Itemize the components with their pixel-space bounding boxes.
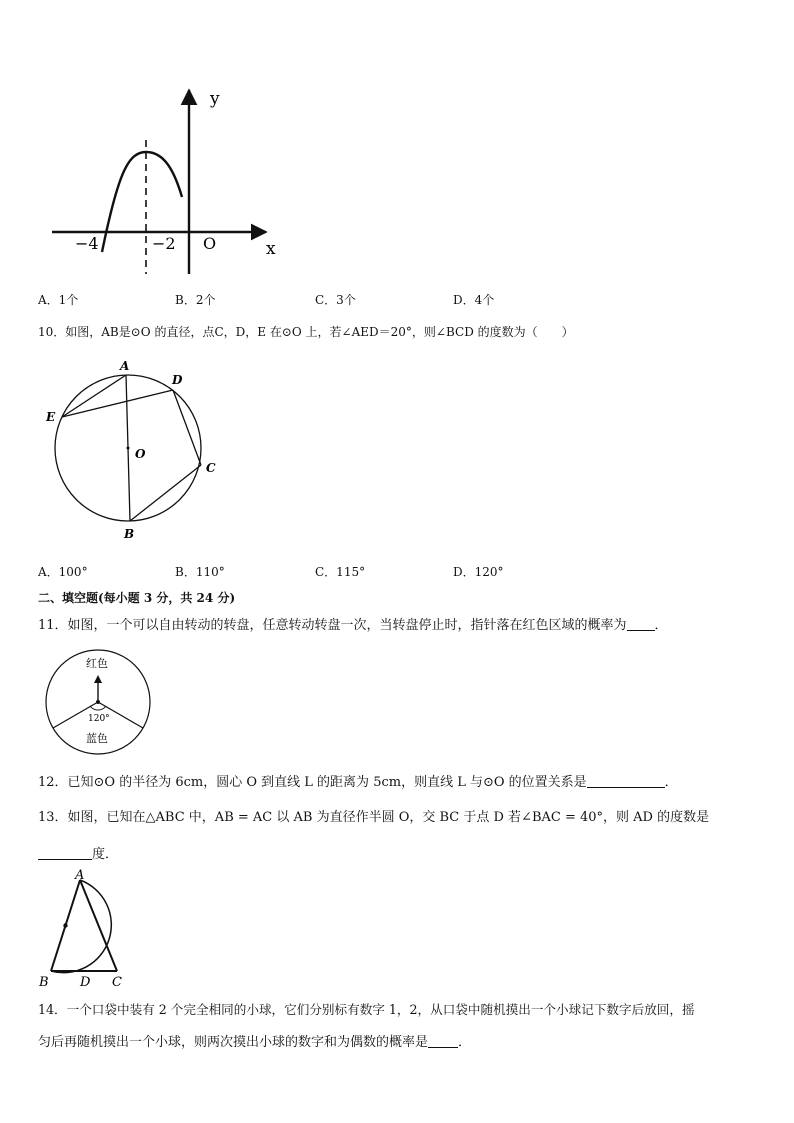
q12-end: ． bbox=[664, 775, 678, 790]
center-o-dot bbox=[63, 923, 67, 927]
q9-parabola-figure bbox=[40, 82, 290, 282]
label-b: B bbox=[124, 527, 135, 541]
q9-option-d[interactable]: D．4个 bbox=[453, 293, 495, 307]
q13-answer-line bbox=[38, 843, 118, 862]
q10-option-d[interactable]: D．120° bbox=[453, 565, 504, 579]
tick-neg4: −4 bbox=[75, 234, 99, 253]
label-a: A bbox=[120, 359, 130, 373]
q11-answer-blank[interactable] bbox=[627, 616, 655, 631]
label-c: C bbox=[206, 461, 216, 475]
q11-spinner-figure bbox=[44, 648, 156, 756]
y-axis-label: y bbox=[210, 89, 220, 109]
angle-arc bbox=[90, 706, 106, 710]
q11-text: 11．如图，一个可以自由转动的转盘，任意转动转盘一次，当转盘停止时，指针落在红色区域的概率为 bbox=[38, 618, 627, 633]
q10-option-a[interactable]: A．100° bbox=[38, 565, 88, 579]
q13-answer-blank[interactable] bbox=[38, 845, 92, 860]
q14-end: ． bbox=[458, 1035, 472, 1050]
q9-option-b[interactable]: B．2个 bbox=[175, 293, 216, 307]
q14-answer-blank[interactable] bbox=[428, 1033, 458, 1048]
q9-option-c[interactable]: C．3个 bbox=[315, 293, 356, 307]
q10-option-c[interactable]: C．115° bbox=[315, 565, 366, 579]
q13-question: 13．如图，已知在△ABC 中，AB = AC 以 AB 为直径作半圆 O，交 BC 于点 D 若∠BAC = 40°，则 AD 的度数是 bbox=[38, 810, 710, 825]
q13-triangle-figure bbox=[36, 868, 136, 992]
semicircle-o bbox=[51, 880, 111, 973]
chord-cb bbox=[130, 465, 201, 521]
red-region-label: 红色 bbox=[86, 657, 108, 670]
label-b: B bbox=[39, 975, 49, 990]
label-d: D bbox=[172, 373, 183, 387]
chord-dc bbox=[173, 390, 201, 465]
q10-option-b[interactable]: B．110° bbox=[175, 565, 225, 579]
spinner-hub bbox=[96, 700, 100, 704]
q14-text: 匀后再随机摸出一个小球，则两次摸出小球的数字和为偶数的概率是 bbox=[38, 1035, 429, 1050]
pointer-arrowhead bbox=[94, 675, 102, 683]
q14-question-line1: 14．一个口袋中装有 2 个完全相同的小球，它们分别标有数字 1，2，从口袋中随机摸出一个小球记下数字后放回，摇 bbox=[38, 1002, 695, 1017]
label-o: O bbox=[135, 447, 146, 461]
angle-label: 120° bbox=[88, 714, 110, 724]
chord-ea bbox=[62, 375, 126, 417]
tick-neg2: −2 bbox=[152, 234, 176, 253]
origin-label: O bbox=[203, 234, 217, 253]
center-dot bbox=[127, 447, 130, 450]
label-e: E bbox=[46, 410, 56, 424]
q9-option-a[interactable]: A．1个 bbox=[38, 293, 79, 307]
label-c: C bbox=[112, 975, 122, 990]
q10-question: 10．如图，AB是⊙O 的直径，点C，D，E 在⊙O 上，若∠AED＝20°，则∠BCD 的度数为（ ） bbox=[38, 325, 574, 339]
label-a: A bbox=[75, 868, 85, 883]
q12-question bbox=[38, 771, 678, 790]
x-axis-label: x bbox=[266, 239, 276, 259]
blue-region-label: 蓝色 bbox=[86, 732, 108, 745]
q10-circle-figure bbox=[40, 355, 230, 545]
q12-text: 12．已知⊙O 的半径为 6cm，圆心 O 到直线 L 的距离为 5cm，则直线 L 与⊙O 的位置关系是 bbox=[38, 775, 587, 790]
section-title: 二、填空题(每小题 3 分，共 24 分) bbox=[38, 591, 236, 605]
q12-answer-blank[interactable] bbox=[587, 773, 665, 788]
q11-end: ． bbox=[654, 618, 668, 633]
q13-unit: 度． bbox=[92, 847, 119, 862]
q14-question-line2 bbox=[38, 1031, 471, 1050]
q11-question bbox=[38, 614, 668, 633]
label-d: D bbox=[80, 975, 91, 990]
